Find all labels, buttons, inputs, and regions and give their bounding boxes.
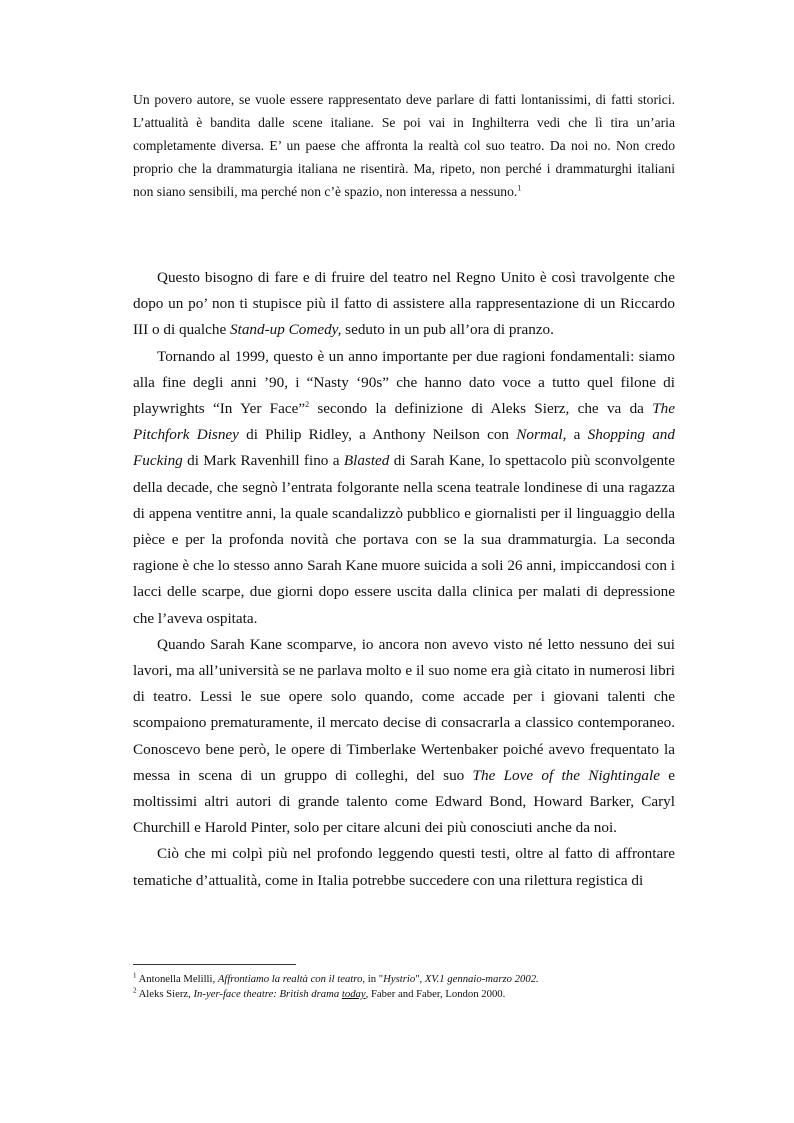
paragraph-2: Tornando al 1999, questo è un anno importante per due ragioni fondamentali: siamo alla fine degli anni ’90, i “Nasty ‘90s” che hanno dato voce a tutto quel filone di playwrights “In Yer Face”$^2$ secondo la definizione di Aleks Sierz, che va da The Pitchfork Disney di Philip Ridley, a Anthony Neilson con Normal, a Shopping and Fucking di Mark Ravenhill fino a Blasted di Sarah Kane, lo spettacolo più sconvolgente della decade, che segnò l’entrata folgorante nella scena teatrale londinese di una ragazza di appena ventitre anni, la quale scandalizzò pubblico e giornalisti per il linguaggio della pièce e per la profonda novità che portava con se la sua drammaturgia. La seconda ragione è che lo stesso anno Sarah Kane muore suicida a soli 26 anni, impiccandosi con i lacci delle scarpe, due giorni dopo essere uscita dalla clinica per malati di depressione che l’aveva ospitata. (133, 347, 675, 627)
paragraph-4: Ciò che mi colpì più nel profondo leggendo questi testi, oltre al fatto di affrontare tematiche d’attualità, come in Italia potrebbe succedere con una rilettura registica di (133, 845, 675, 889)
footnote-ref-1[interactable]: 1 (517, 183, 522, 193)
paragraph-1: Questo bisogno di fare e di fruire del teatro nel Regno Unito è così travolgente che dopo un po’ non ti stupisce più il fatto di assistere alla rappresentazione di un Riccardo III o di qualche Stand-up Comedy, seduto in un pub all’ora di pranzo. (133, 269, 675, 339)
page-content (133, 88, 675, 889)
paragraph-3: Quando Sarah Kane scomparve, io ancora non avevo visto né letto nessuno dei sui lavori, ma all’università se ne parlava molto e il suo nome era già citato in numerosi libri di teatro. Lessi le sue opere solo quando, come accade per i giovani talenti che scompaiono prematuramente, il mercato decise di consacrarla a classico contemporaneo. Conoscevo bene però, le opere di Timberlake Wertenbaker poiché avevo frequentato la messa in scena di un gruppo di colleghi, del suo The Love of the Nightingale e moltissimi altri autori di grande talento come Edward Bond, Howard Barker, Caryl Churchill e Harold Pinter, solo per citare alcuni dei più conosciuti anche da noi. (133, 635, 675, 837)
quote-text: Un povero autore, se vuole essere rappresentato deve parlare di fatti lontanissimi, di fatti storici. L’attualità è bandita dalle scene italiane. Se poi vai in Inghilterra vedi che lì tira un’aria completamente diversa. E’ un paese che affronta la realtà col suo teatro. Da noi no. Non credo proprio che la drammaturgia italiana ne risentirà. Ma, ripeto, non perché i drammaturghi italiani non siano sensibili, ma perché non c’è spazio, non interessa a nessuno. (133, 92, 675, 199)
footnote-ref-2[interactable]: 2 (305, 399, 310, 409)
quote-block (133, 88, 675, 203)
footnotes (133, 972, 693, 1001)
footnote-separator (133, 964, 296, 965)
footnote-2: $^2$ Aleks Sierz, In-yer-face theatre: British drama today, Faber and Faber, London 2000. (133, 986, 506, 1000)
footnote-1: $^1$ Antonella Melilli, Affrontiamo la realtà con il teatro, in "Hystrio", XV.1 gennaio-marzo 2002. (133, 971, 539, 985)
body-text (133, 265, 675, 894)
